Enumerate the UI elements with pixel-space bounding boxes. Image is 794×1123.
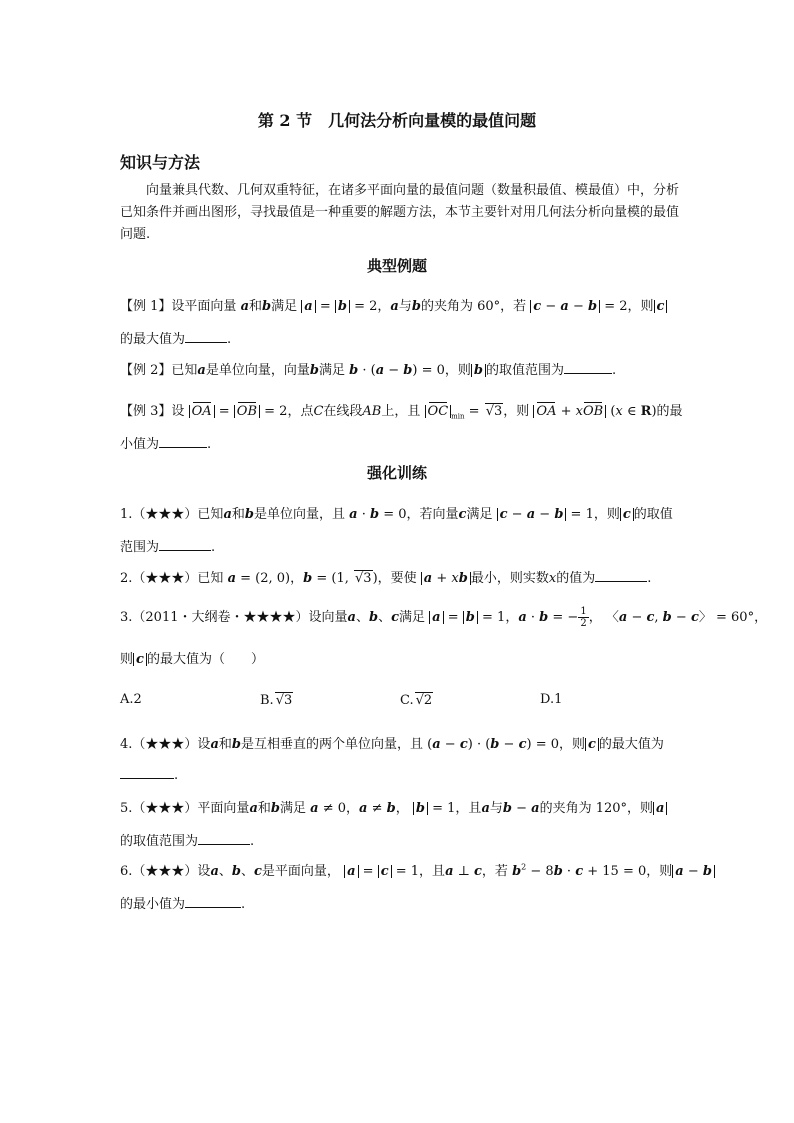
page-title: 第 2 节 几何法分析向量模的最值问题	[257, 111, 537, 130]
difficulty-stars: ★★★	[145, 737, 185, 752]
answer-blank	[120, 766, 174, 779]
option-a: A.2	[120, 692, 142, 707]
example-1-line-1: 【例 1】设平面向量 a和b满足 a = b = 2，a与b的夹角为 60°，若 c − a − b = 2，则 c	[120, 295, 680, 314]
question-1-line-1: 1.（★★★）已知a和b是单位向量，且 a · b = 0，若向量c满足 c − a − b = 1，则 c 的取值	[120, 507, 673, 522]
option-c: C. √2	[400, 693, 433, 708]
intro-paragraph: 向量兼具代数、几何双重特征，在诸多平面向量的最值问题（数量积最值、模最值）中，分析已知条件并画出图形，寻找最值是一种重要的解题方法，本节主要针对用几何法分析向量模的最值问题.	[120, 183, 680, 242]
answer-blank	[564, 361, 612, 374]
question-6-line-2: 的最小值为 .	[120, 897, 246, 912]
answer-blank	[198, 832, 250, 845]
answer-blank	[595, 569, 647, 582]
option-d: D.1	[540, 692, 563, 707]
question-3-options	[120, 692, 680, 710]
answer-blank	[185, 330, 227, 343]
example-1-line-2: 的最大值为 .	[120, 332, 232, 347]
difficulty-stars: ★★★★	[243, 610, 296, 625]
answer-blank	[159, 538, 211, 551]
difficulty-stars: ★★★	[145, 801, 185, 816]
example-2: 【例 2】已知a是单位向量，向量b满足 b · (a − b) = 0，则 b 的取值范围为 .	[120, 363, 617, 378]
question-3-line-1: 3.（2011・大纲卷・★★★★）设向量a、b、c满足 a = b = 1，a · b = − $\frac{1}{2}$ ， 〈a − c, b − c〉 = 60°，	[120, 606, 768, 629]
question-4-line-1: 4.（★★★）设a和b是互相垂直的两个单位向量，且 (a − c) · (b − c) = 0，则 c 的最大值为	[120, 737, 664, 752]
question-5-line-2: 的取值范围为 .	[120, 834, 255, 849]
question-2: 2.（★★★）已知 a = (2, 0)，b = (1, √3)，要使 a + xb 最小，则实数x的值为 .	[120, 571, 652, 586]
difficulty-stars: ★★★	[145, 571, 185, 586]
option-b: B. √3	[260, 693, 293, 708]
question-3-line-2: 则 c 的最大值为（ ）	[120, 652, 264, 667]
section-heading-practice: 强化训练	[366, 464, 427, 482]
example-3-line-2: 小值为 .	[120, 437, 212, 452]
difficulty-stars: ★★★	[145, 507, 185, 522]
fraction: $\frac{1}{2}$	[580, 606, 587, 629]
example-3-line-1: 【例 3】设 OA = OB = 2，点C在线段AB上，且 OC $_{min}$ = √3，则 OA + xOB (x ∈ R)的最	[120, 404, 683, 421]
example-1-tag: 【例 1】	[120, 299, 172, 314]
example-3-tag: 【例 3】	[120, 404, 172, 419]
section-heading-knowledge: 知识与方法	[120, 153, 201, 172]
question-1-line-2: 范围为 .	[120, 540, 216, 555]
question-5-line-1: 5.（★★★）平面向量a和b满足 a ≠ 0，a ≠ b， b = 1，且a与b − a的夹角为 120°，则 a	[120, 797, 680, 816]
answer-blank	[185, 895, 241, 908]
difficulty-stars: ★★★	[145, 864, 185, 879]
question-4-line-2: .	[120, 766, 680, 783]
example-2-tag: 【例 2】	[120, 363, 172, 378]
section-heading-examples: 典型例题	[366, 257, 427, 275]
answer-blank	[159, 435, 207, 448]
question-6-line-1: 6.（★★★）设a、b、c是平面向量， a = c = 1，且a ⊥ c，若 $b^2 - 8b \cdot c + 15 = 0$，则 a − b	[120, 860, 680, 879]
